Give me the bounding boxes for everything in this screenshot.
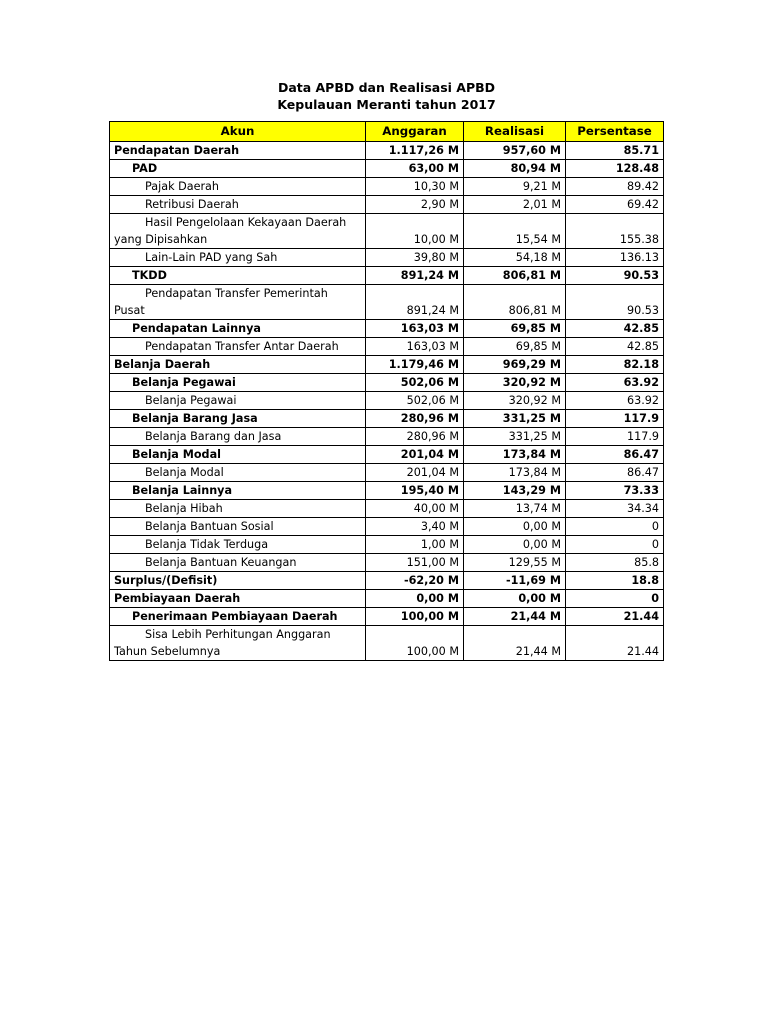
cell-akun: Pajak Daerah xyxy=(110,178,366,196)
cell-akun: Belanja Tidak Terduga xyxy=(110,536,366,554)
table-header-row xyxy=(110,122,664,142)
cell-persentase: 63.92 xyxy=(566,374,664,392)
cell-anggaran: 280,96 M xyxy=(366,410,464,428)
cell-anggaran: 40,00 M xyxy=(366,500,464,518)
cell-persentase: 63.92 xyxy=(566,392,664,410)
cell-akun: Pembiayaan Daerah xyxy=(110,590,366,608)
cell-anggaran: 201,04 M xyxy=(366,446,464,464)
cell-akun: Penerimaan Pembiayaan Daerah xyxy=(110,608,366,626)
table-row xyxy=(110,374,664,392)
cell-realisasi: 129,55 M xyxy=(464,554,566,572)
cell-realisasi: 69,85 M xyxy=(464,320,566,338)
cell-persentase: 136.13 xyxy=(566,249,664,267)
cell-persentase: 128.48 xyxy=(566,160,664,178)
cell-persentase: 73.33 xyxy=(566,482,664,500)
document-subtitle: Kepulauan Meranti tahun 2017 xyxy=(277,97,496,112)
table-row xyxy=(110,608,664,626)
cell-akun: Pendapatan Lainnya xyxy=(110,320,366,338)
cell-akun-line1: Sisa Lebih Perhitungan Anggaran xyxy=(145,628,331,641)
table-row xyxy=(110,338,664,356)
cell-akun-line1: Hasil Pengelolaan Kekayaan Daerah xyxy=(145,216,347,229)
cell-anggaran: 163,03 M xyxy=(366,320,464,338)
cell-anggaran: 1.179,46 M xyxy=(366,356,464,374)
cell-persentase: 82.18 xyxy=(566,356,664,374)
cell-persentase: 85.8 xyxy=(566,554,664,572)
cell-anggaran: 63,00 M xyxy=(366,160,464,178)
table-row xyxy=(110,464,664,482)
cell-persentase: 90.53 xyxy=(566,285,664,320)
cell-anggaran: 1,00 M xyxy=(366,536,464,554)
cell-persentase: 89.42 xyxy=(566,178,664,196)
cell-persentase: 155.38 xyxy=(566,214,664,249)
table-row xyxy=(110,500,664,518)
cell-realisasi: 2,01 M xyxy=(464,196,566,214)
cell-realisasi: 0,00 M xyxy=(464,536,566,554)
cell-anggaran: 39,80 M xyxy=(366,249,464,267)
cell-anggaran: 1.117,26 M xyxy=(366,142,464,160)
cell-akun-line1: Pendapatan Transfer Pemerintah xyxy=(145,287,328,300)
cell-anggaran: 201,04 M xyxy=(366,464,464,482)
cell-akun xyxy=(110,285,366,320)
column-header-realisasi: Realisasi xyxy=(464,122,566,142)
cell-realisasi: -11,69 M xyxy=(464,572,566,590)
cell-persentase: 117.9 xyxy=(566,428,664,446)
table-row xyxy=(110,590,664,608)
document-title: Data APBD dan Realisasi APBD xyxy=(277,80,496,95)
cell-akun: TKDD xyxy=(110,267,366,285)
cell-akun xyxy=(110,214,366,249)
cell-akun: Belanja Modal xyxy=(110,446,366,464)
cell-akun: Pendapatan Daerah xyxy=(110,142,366,160)
cell-anggaran: 280,96 M xyxy=(366,428,464,446)
cell-realisasi: 0,00 M xyxy=(464,590,566,608)
table-row xyxy=(110,142,664,160)
cell-realisasi: 806,81 M xyxy=(464,285,566,320)
cell-realisasi: 54,18 M xyxy=(464,249,566,267)
cell-persentase: 42.85 xyxy=(566,320,664,338)
cell-akun-line2: Pusat xyxy=(114,304,145,317)
cell-realisasi: 9,21 M xyxy=(464,178,566,196)
table-row xyxy=(110,536,664,554)
column-header-persentase: Persentase xyxy=(566,122,664,142)
cell-persentase: 117.9 xyxy=(566,410,664,428)
cell-anggaran: 151,00 M xyxy=(366,554,464,572)
table-row xyxy=(110,626,664,661)
cell-realisasi: 320,92 M xyxy=(464,374,566,392)
cell-anggaran: 891,24 M xyxy=(366,285,464,320)
table-row xyxy=(110,518,664,536)
cell-akun: Belanja Pegawai xyxy=(110,374,366,392)
cell-persentase: 85.71 xyxy=(566,142,664,160)
cell-realisasi: 331,25 M xyxy=(464,428,566,446)
table-row xyxy=(110,320,664,338)
cell-akun: Belanja Lainnya xyxy=(110,482,366,500)
table-row xyxy=(110,410,664,428)
cell-realisasi: 80,94 M xyxy=(464,160,566,178)
cell-persentase: 21.44 xyxy=(566,626,664,661)
cell-akun: Belanja Barang Jasa xyxy=(110,410,366,428)
cell-anggaran: 891,24 M xyxy=(366,267,464,285)
cell-realisasi: 173,84 M xyxy=(464,446,566,464)
table-row xyxy=(110,428,664,446)
cell-akun: Lain-Lain PAD yang Sah xyxy=(110,249,366,267)
cell-realisasi: 173,84 M xyxy=(464,464,566,482)
cell-akun: Belanja Hibah xyxy=(110,500,366,518)
table-row xyxy=(110,214,664,249)
cell-anggaran: -62,20 M xyxy=(366,572,464,590)
cell-akun xyxy=(110,626,366,661)
table-row xyxy=(110,356,664,374)
cell-anggaran: 100,00 M xyxy=(366,608,464,626)
cell-akun: PAD xyxy=(110,160,366,178)
cell-akun: Belanja Barang dan Jasa xyxy=(110,428,366,446)
cell-realisasi: 331,25 M xyxy=(464,410,566,428)
cell-akun: Surplus/(Defisit) xyxy=(110,572,366,590)
table-row xyxy=(110,572,664,590)
cell-persentase: 0 xyxy=(566,536,664,554)
cell-realisasi: 0,00 M xyxy=(464,518,566,536)
cell-persentase: 86.47 xyxy=(566,464,664,482)
cell-anggaran: 2,90 M xyxy=(366,196,464,214)
cell-anggaran: 0,00 M xyxy=(366,590,464,608)
cell-realisasi: 13,74 M xyxy=(464,500,566,518)
table-row xyxy=(110,285,664,320)
cell-realisasi: 15,54 M xyxy=(464,214,566,249)
cell-realisasi: 143,29 M xyxy=(464,482,566,500)
cell-akun: Belanja Pegawai xyxy=(110,392,366,410)
cell-akun: Retribusi Daerah xyxy=(110,196,366,214)
cell-realisasi: 69,85 M xyxy=(464,338,566,356)
cell-realisasi: 806,81 M xyxy=(464,267,566,285)
cell-akun: Belanja Bantuan Keuangan xyxy=(110,554,366,572)
cell-anggaran: 195,40 M xyxy=(366,482,464,500)
cell-realisasi: 320,92 M xyxy=(464,392,566,410)
column-header-anggaran: Anggaran xyxy=(366,122,464,142)
table-body xyxy=(110,142,664,661)
cell-persentase: 69.42 xyxy=(566,196,664,214)
apbd-table xyxy=(109,121,664,661)
cell-anggaran: 163,03 M xyxy=(366,338,464,356)
cell-persentase: 18.8 xyxy=(566,572,664,590)
cell-persentase: 86.47 xyxy=(566,446,664,464)
cell-persentase: 42.85 xyxy=(566,338,664,356)
cell-anggaran: 10,30 M xyxy=(366,178,464,196)
cell-persentase: 90.53 xyxy=(566,267,664,285)
cell-akun: Pendapatan Transfer Antar Daerah xyxy=(110,338,366,356)
table-row xyxy=(110,178,664,196)
cell-realisasi: 969,29 M xyxy=(464,356,566,374)
cell-persentase: 0 xyxy=(566,518,664,536)
cell-anggaran: 502,06 M xyxy=(366,392,464,410)
cell-akun-line2: Tahun Sebelumnya xyxy=(114,645,221,658)
cell-anggaran: 10,00 M xyxy=(366,214,464,249)
table-row xyxy=(110,160,664,178)
cell-persentase: 0 xyxy=(566,590,664,608)
cell-anggaran: 100,00 M xyxy=(366,626,464,661)
cell-anggaran: 3,40 M xyxy=(366,518,464,536)
cell-realisasi: 957,60 M xyxy=(464,142,566,160)
cell-persentase: 34.34 xyxy=(566,500,664,518)
cell-realisasi: 21,44 M xyxy=(464,608,566,626)
table-row xyxy=(110,482,664,500)
column-header-akun: Akun xyxy=(110,122,366,142)
table-row xyxy=(110,249,664,267)
cell-persentase: 21.44 xyxy=(566,608,664,626)
cell-akun-line2: yang Dipisahkan xyxy=(114,233,208,246)
cell-realisasi: 21,44 M xyxy=(464,626,566,661)
table-row xyxy=(110,446,664,464)
table-row xyxy=(110,267,664,285)
table-row xyxy=(110,554,664,572)
cell-anggaran: 502,06 M xyxy=(366,374,464,392)
cell-akun: Belanja Daerah xyxy=(110,356,366,374)
cell-akun: Belanja Bantuan Sosial xyxy=(110,518,366,536)
cell-akun: Belanja Modal xyxy=(110,464,366,482)
table-row xyxy=(110,392,664,410)
table-row xyxy=(110,196,664,214)
